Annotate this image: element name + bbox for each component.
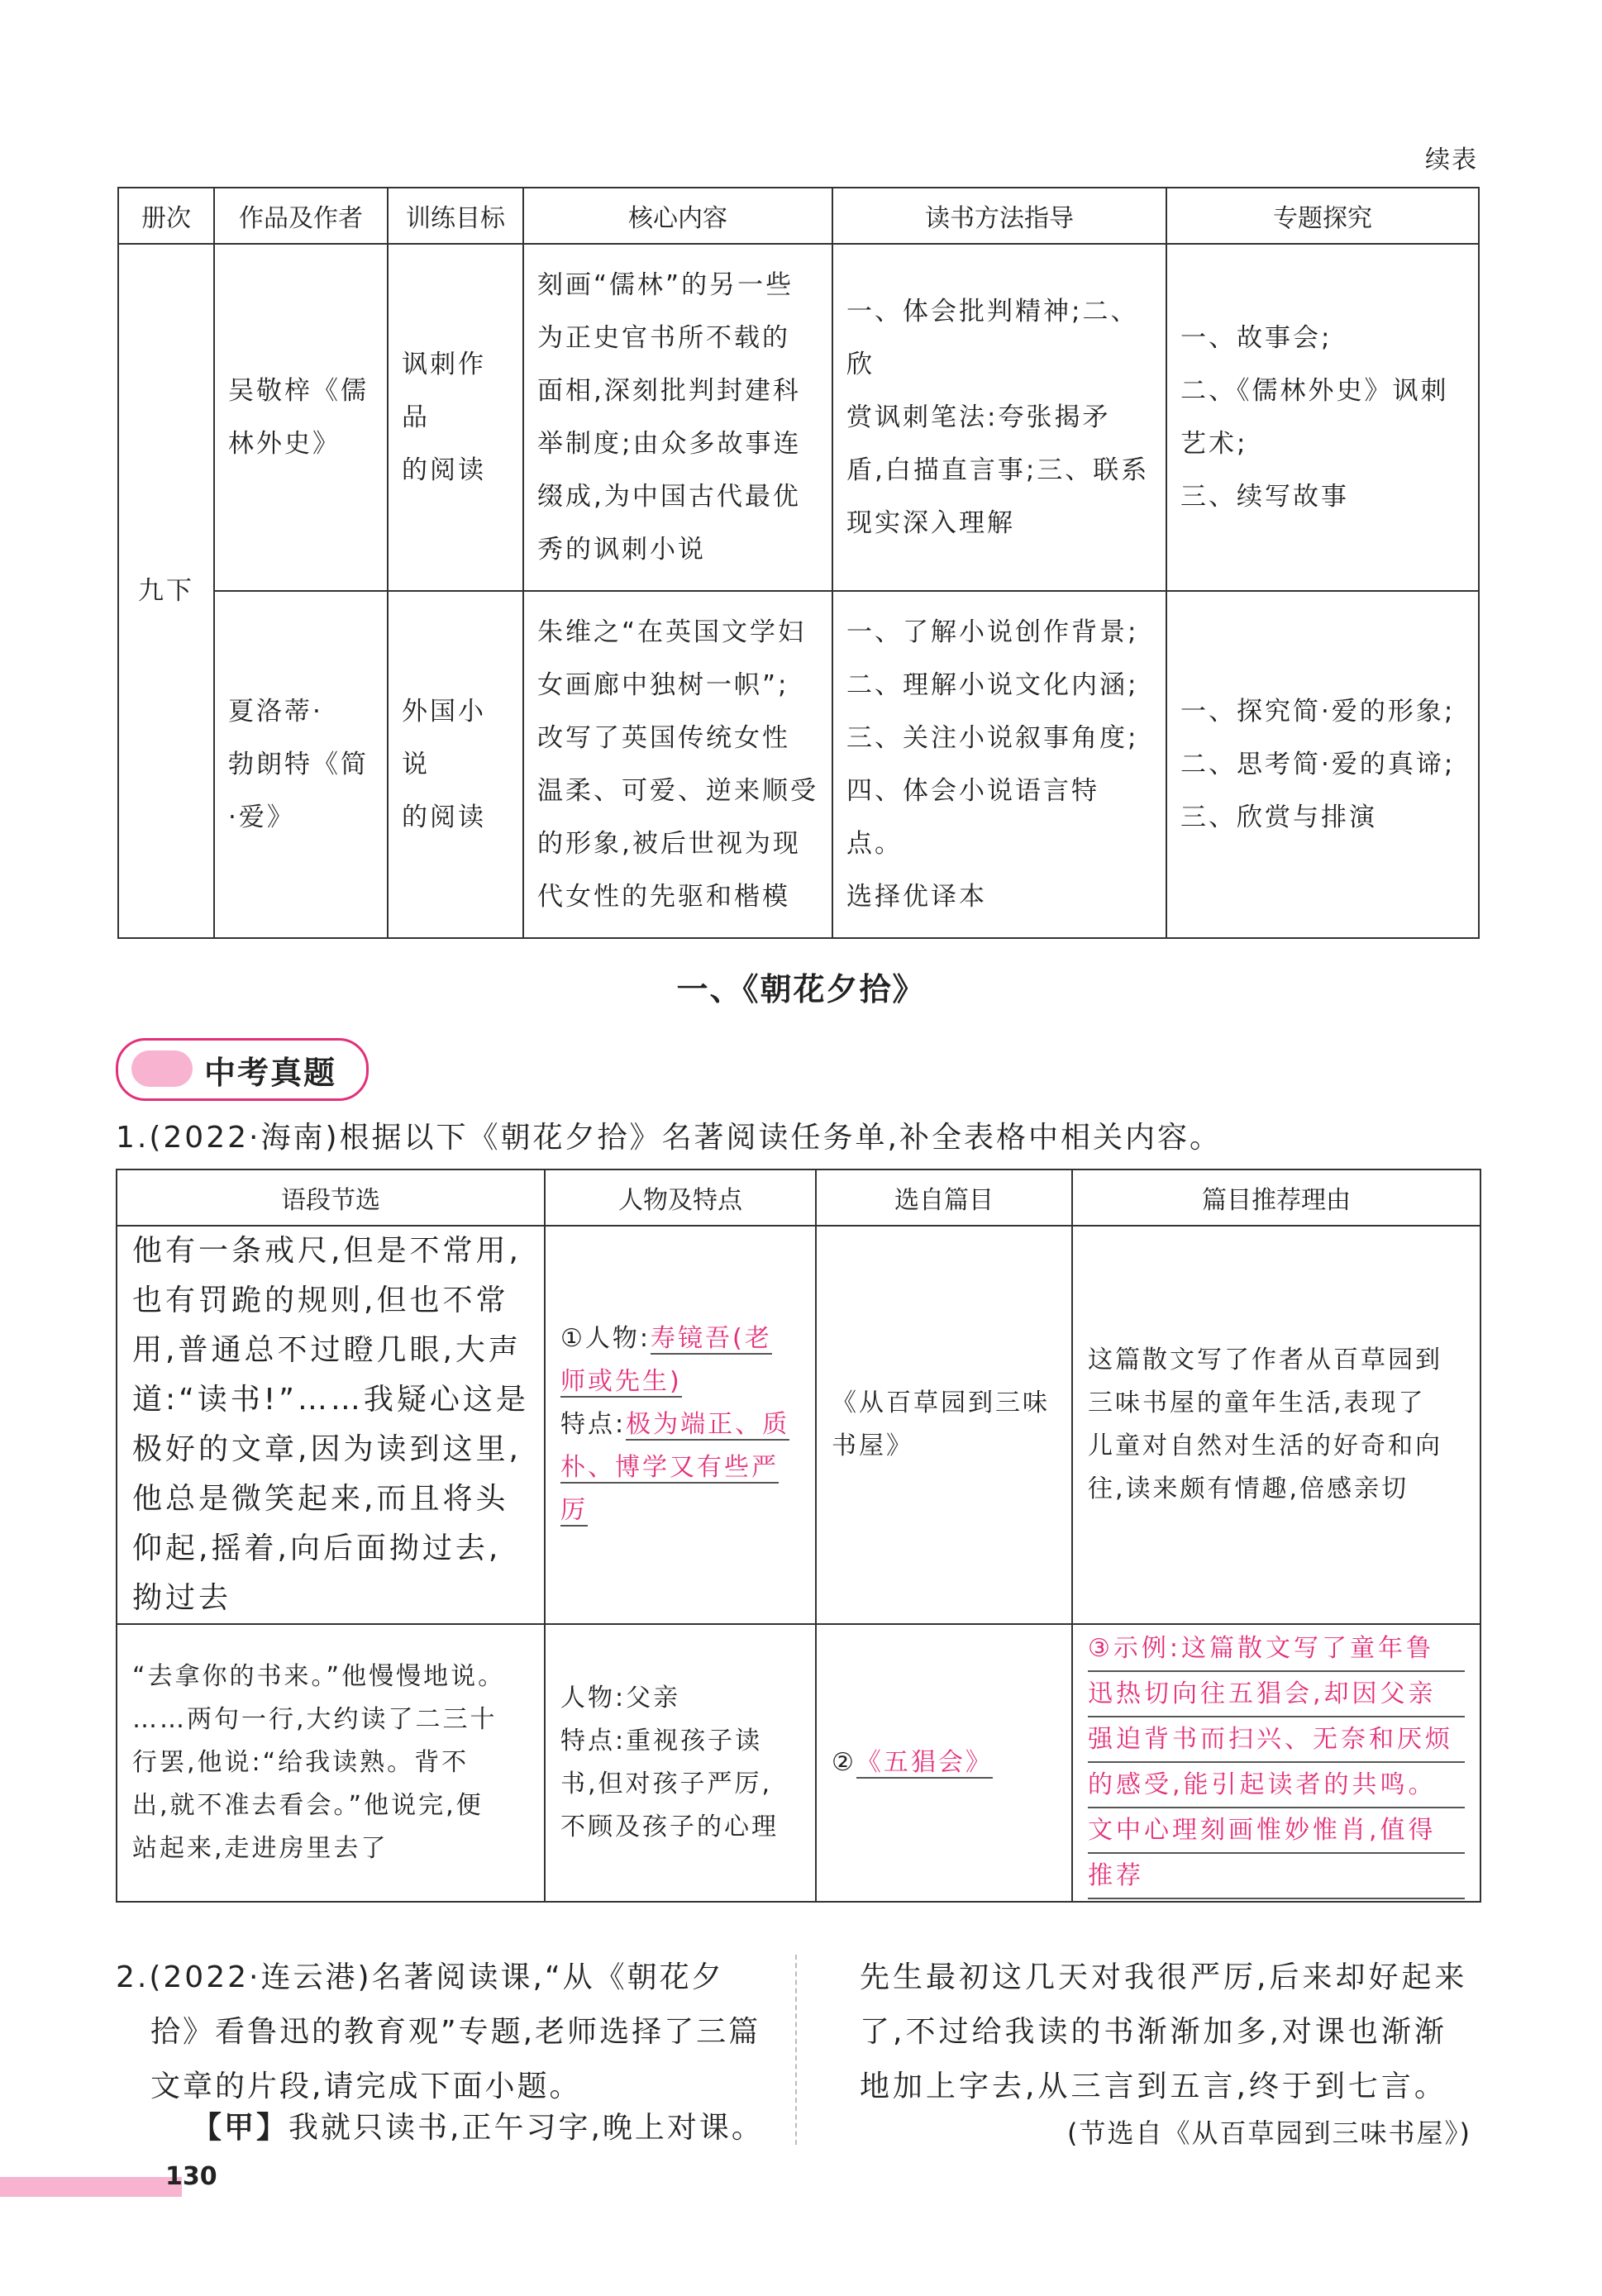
question-1-prompt: 1.(2022·海南)根据以下《朝花夕拾》名著阅读任务单,补全表格中相关内容。 (116, 1121, 1222, 1155)
book-icon (131, 1050, 193, 1087)
header-cell: 选自篇目 (816, 1169, 1072, 1226)
section-title: 一、《朝花夕拾》 (676, 971, 926, 1007)
source-cell: ②《五猖会》 (816, 1624, 1072, 1902)
goal-cell: 外国小说 的阅读 (388, 591, 523, 938)
source-note: (节选自《从百草园到三味书屋》) (1067, 2117, 1471, 2149)
work-cell: 吴敬梓《儒 林外史》 (214, 244, 388, 591)
method-cell: 一、体会批判精神;二、欣 赏讽刺笔法:夸张揭矛 盾,白描直言事;三、联系 现实深入理解 (832, 244, 1166, 591)
answer-line: ③示例:这篇散文写了童年鲁 (1088, 1627, 1465, 1672)
header-cell: 训练目标 (388, 188, 523, 244)
header-cell: 专题探究 (1166, 188, 1479, 244)
work-cell: 夏洛蒂· 勃朗特《简 ·爱》 (214, 591, 388, 938)
page-bar (0, 2177, 182, 2197)
method-cell: 一、了解小说创作背景; 二、理解小说文化内涵; 三、关注小说叙事角度; 四、体会小说语言特点。 选择优译本 (832, 591, 1166, 938)
answer-line: 推荐 (1088, 1854, 1465, 1899)
header-cell: 读书方法指导 (832, 188, 1166, 244)
reading-plan-table (117, 187, 1480, 939)
volume-cell: 九下 (118, 244, 214, 938)
continued-table-label: 续表 (1425, 145, 1478, 174)
header-cell: 语段节选 (117, 1169, 545, 1226)
exam-badge (116, 1038, 369, 1101)
table-row (117, 1226, 1480, 1624)
person-cell: 人物:父亲 特点:重视孩子读 书,但对孩子严厉, 不顾及孩子的心理 (545, 1624, 816, 1902)
topic-cell: 一、故事会; 二、《儒林外史》讽刺 艺术; 三、续写故事 (1166, 244, 1479, 591)
task-sheet-table (116, 1169, 1481, 1903)
core-content-cell: 朱维之“在英国文学妇 女画廊中独树一帜”; 改写了英国传统女性 温柔、可爱、逆来顺受 的形象,被后世视为现 代女性的先驱和楷模 (523, 591, 832, 938)
answer-blank: 师或先生) (560, 1367, 682, 1396)
goal-cell: 讽刺作品 的阅读 (388, 244, 523, 591)
answer-blank: 《五猖会》 (856, 1748, 993, 1777)
table-row (118, 591, 1479, 938)
header-cell: 人物及特点 (545, 1169, 816, 1226)
question-2-intro: 2.(2022·连云港)名著阅读课,“从《朝花夕 拾》看鲁迅的教育观”专题,老师选择了三篇 文章的片段,请完成下面小题。 (116, 1960, 761, 2103)
source-cell: 《从百草园到三味 书屋》 (816, 1226, 1072, 1624)
table-row (118, 244, 1479, 591)
header-cell: 作品及作者 (214, 188, 388, 244)
core-content-cell: 刻画“儒林”的另一些 为正史官书所不载的 面相,深刻批判封建科 举制度;由众多故事连 缀成,为中国古代最优 秀的讽刺小说 (523, 244, 832, 591)
excerpt-cell: 他有一条戒尺,但是不常用, 也有罚跪的规则,但也不常 用,普通总不过瞪几眼,大声 道:“读书!”……我疑心这是 极好的文章,因为读到这里, 他总是微笑起来,而且将头 仰起,摇着,向后面拗过去, 拗过去 (117, 1226, 545, 1624)
excerpt-jia: 【甲】我就只读书,正午习字,晚上对课。 (192, 2111, 764, 2145)
person-cell: ①人物:寿镜吾(老 师或先生) 特点:极为端正、质 朴、博学又有些严厉 (545, 1226, 816, 1624)
reason-cell: 这篇散文写了作者从百草园到 三味书屋的童年生活,表现了 儿童对自然对生活的好奇和向 往,读来颇有情趣,倍感亲切 (1072, 1226, 1480, 1624)
excerpt-continued: 先生最初这几天对我很严厉,后来却好起来 了,不过给我读的书渐渐加多,对课也渐渐 地加上字去,从三言到五言,终于到七言。 (860, 1960, 1468, 2103)
excerpt-cell: “去拿你的书来。”他慢慢地说。 ……两句一行,大约读了二三十 行罢,他说:“给我读熟。背不 出,就不准去看会。”他说完,便 站起来,走进房里去了 (117, 1624, 545, 1902)
answer-blank: 寿镜吾(老 (651, 1324, 772, 1353)
page-number: 130 (165, 2162, 217, 2191)
column-divider (795, 1955, 797, 2145)
answer-blank: 朴、博学又有些严厉 (560, 1453, 779, 1525)
table-header-row (117, 1169, 1480, 1226)
table-header-row (118, 188, 1479, 244)
answer-line: 强迫背书而扫兴、无奈和厌烦 (1088, 1717, 1465, 1763)
topic-cell: 一、探究简·爱的形象; 二、思考简·爱的真谛; 三、欣赏与排演 (1166, 591, 1479, 938)
exam-badge-label: 中考真题 (204, 1055, 337, 1091)
header-cell: 册次 (118, 188, 214, 244)
header-cell: 篇目推荐理由 (1072, 1169, 1480, 1226)
answer-line: 文中心理刻画惟妙惟肖,值得 (1088, 1808, 1465, 1854)
answer-line: 的感受,能引起读者的共鸣。 (1088, 1763, 1465, 1808)
answer-line: 迅热切向往五猖会,却因父亲 (1088, 1672, 1465, 1717)
table-row (117, 1624, 1480, 1902)
answer-blank: 极为端正、质 (626, 1410, 790, 1439)
header-cell: 核心内容 (523, 188, 832, 244)
reason-cell (1072, 1624, 1480, 1902)
